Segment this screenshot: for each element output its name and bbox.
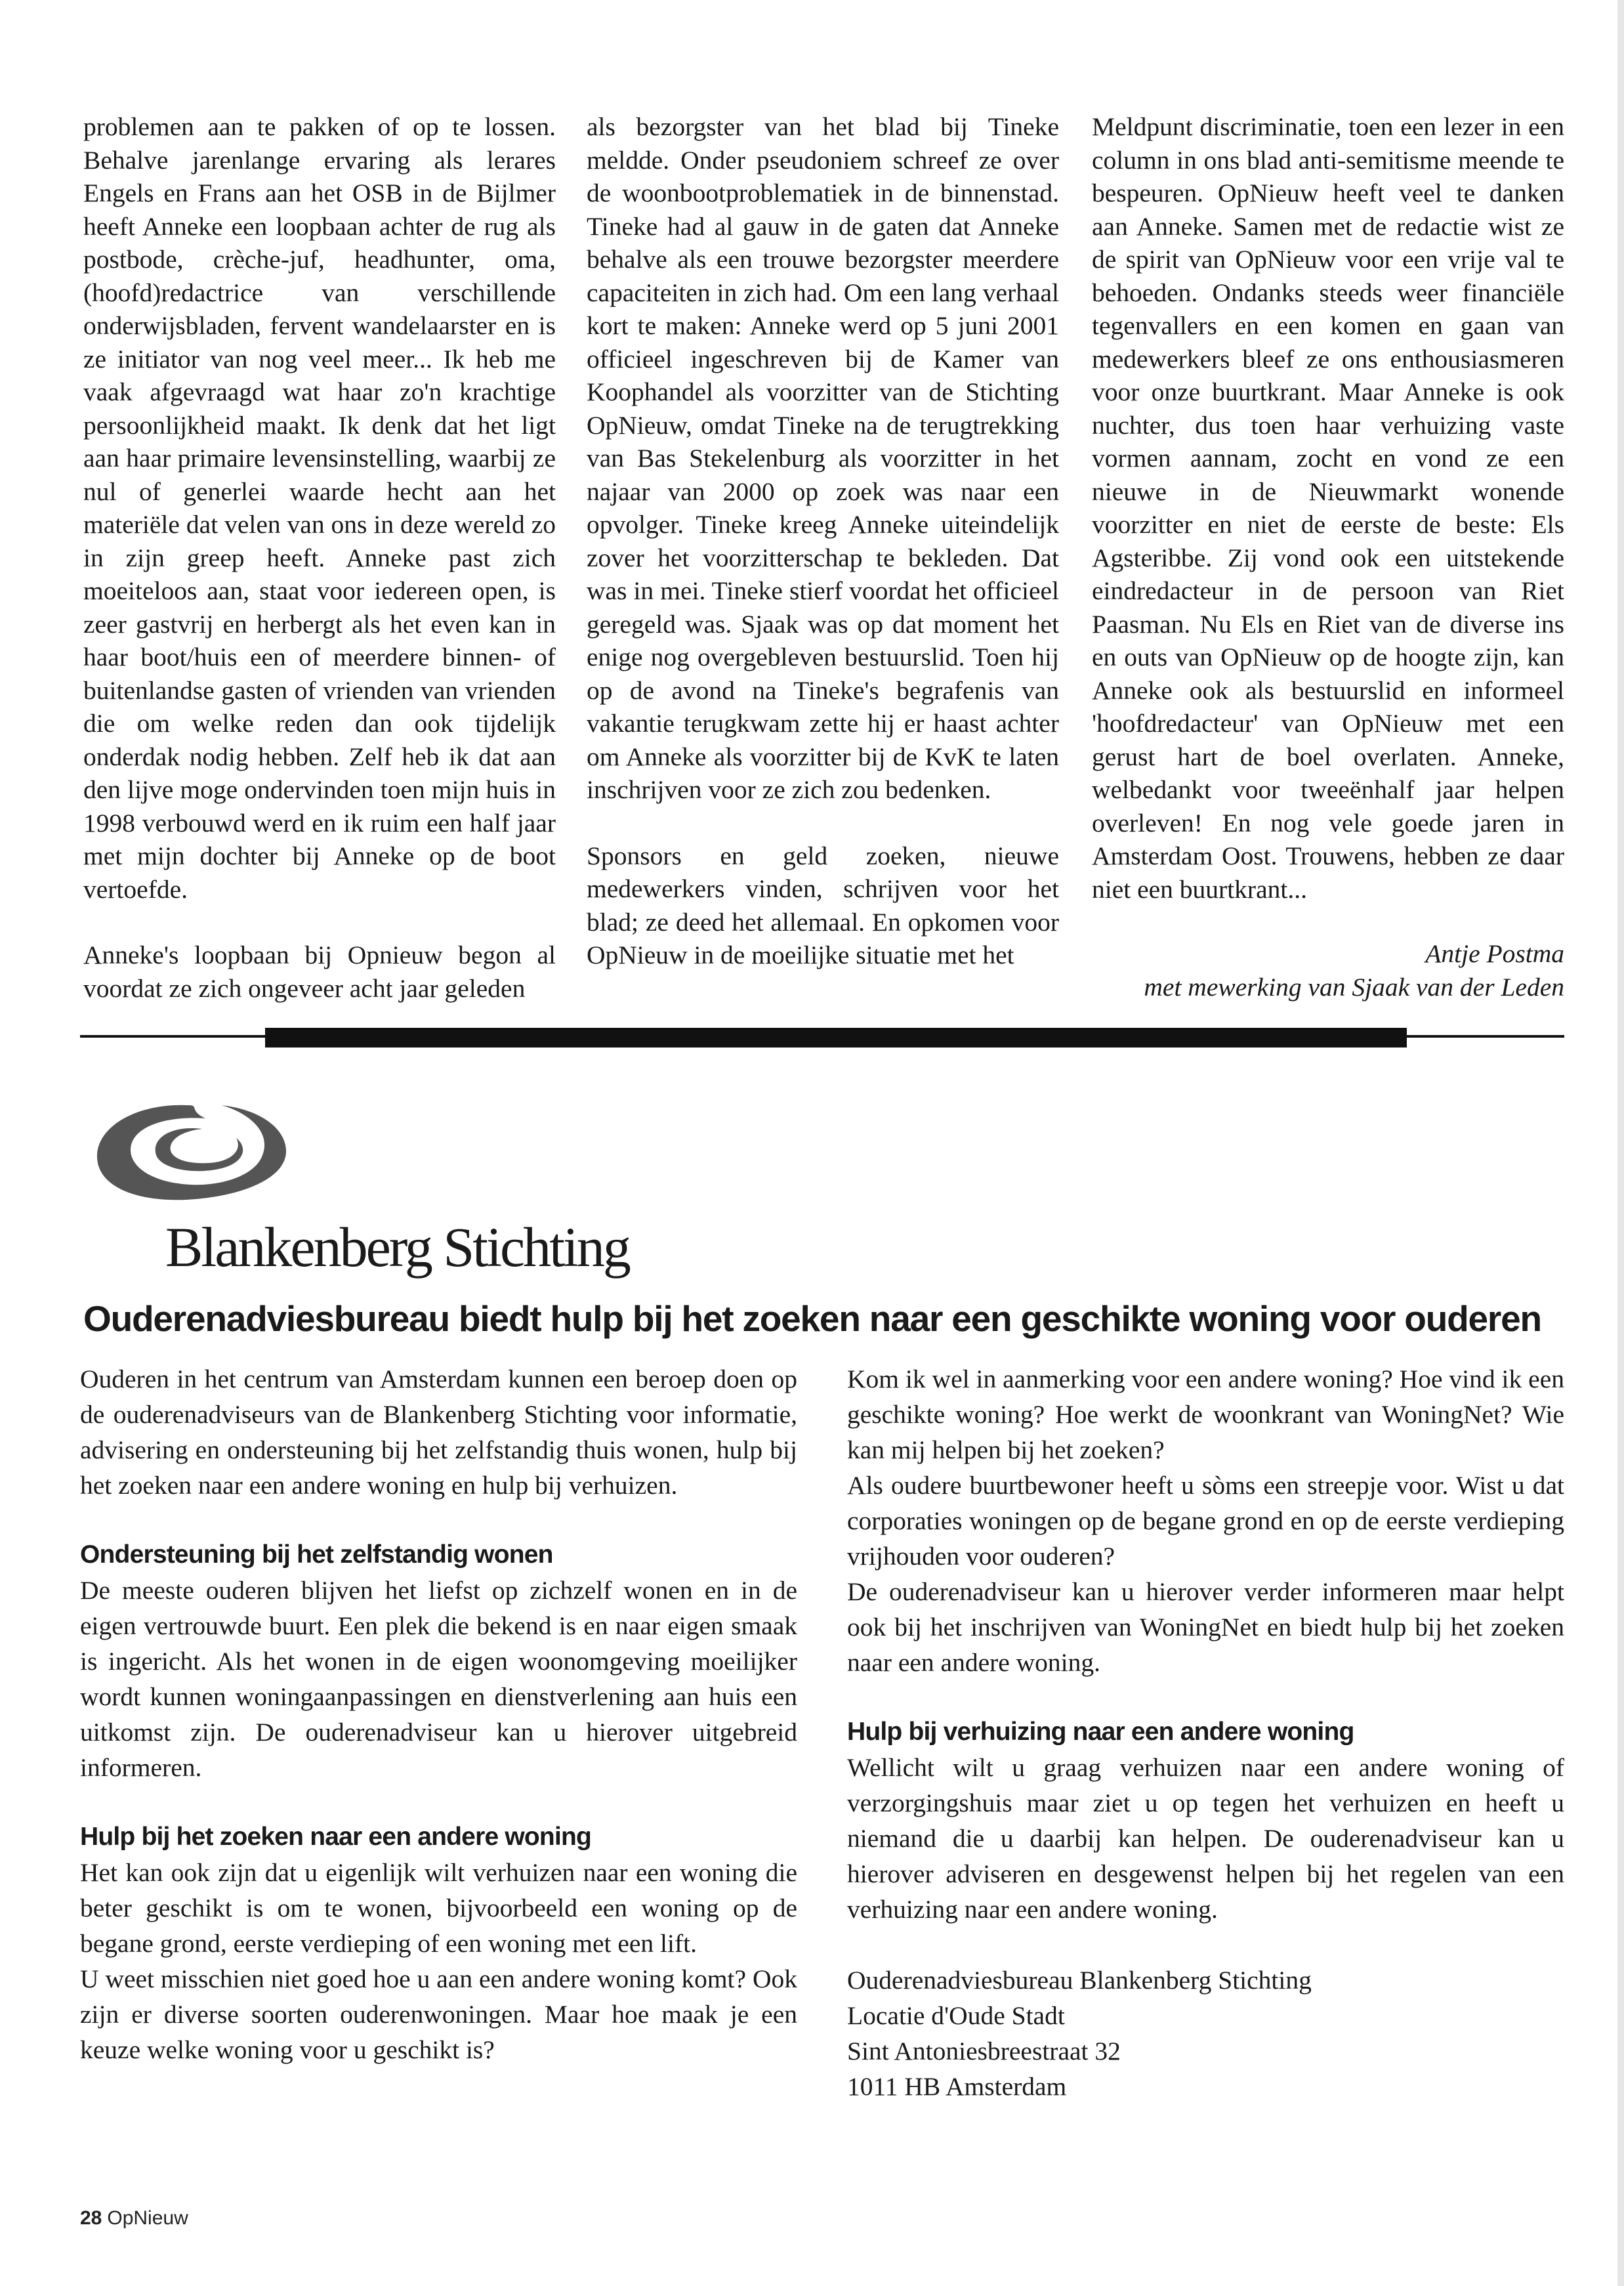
coauthor-credit: met mewerking van Sjaak van der Leden [1144,972,1564,1002]
ad-column-2 [847,1361,1564,2104]
ad-paragraph: Wellicht wilt u graag verhuizen naar een andere woning of verzorgingshuis maar ziet u op tegen het verhuizen en heeft u niemand die u daarbij kan helpen. De ouderenadviseur kan u hierover adviseren en desgewenst helpen bij het regelen van een verhuizing naar een andere woning. [847,1753,1564,1924]
article-column-1 [83,110,556,1005]
author-name: Antje Postma [1425,939,1564,968]
article-column-2 [587,110,1059,972]
address-line: 1011 HB Amsterdam [847,2072,1067,2101]
article-paragraph: Anneke's loopbaan bij Opnieuw begon al voordat ze zich ongeveer acht jaar geleden [83,941,556,1003]
article-paragraph: als bezorgster van het blad bij Tineke meldde. Onder pseudoniem schreef ze over de woonbootproblematiek in de binnenstad. Tineke had al gauw in de gaten dat Anneke behalve als een trouwe bezorgster meerdere capaciteiten in zich had. Om een lang verhaal kort te maken: Anneke werd op 5 juni 2001 officieel ingeschreven bij de Kamer van Koophandel als voorzitter van de Stichting OpNieuw, omdat Tineke na de terugtrekking van Bas Stekelenburg als voorzitter in het najaar van 2000 op zoek was naar een opvolger. Tineke kreeg Anneke uiteindelijk zover het voorzitterschap te bekleden. Dat was in mei. Tineke stierf voordat het officieel geregeld was. Sjaak was op dat moment het enige nog overgebleven bestuurslid. Toen hij op de avond na Tineke's begrafenis van vakantie terugkwam zette hij er haast achter om Anneke als voorzitter bij de KvK te laten inschrijven voor ze zich zou bedenken. [587,112,1059,804]
ad-headline: Ouderenadviesbureau biedt hulp bij het zoeken naar een geschikte woning voor ouderen [83,1298,1541,1339]
section-heading: Ondersteuning bij het zelfstandig wonen [80,1540,553,1569]
article-paragraph: Meldpunt discriminatie, toen een lezer in een column in ons blad anti-semitisme meende te bespeuren. OpNieuw heeft veel te danken aan Anneke. Samen met de redactie wist ze de spirit van OpNieuw voor een vrije val te behoeden. Ondanks steeds weer financiële tegenvallers en een komen en gaan van medewerkers bleef ze ons enthousiasmeren voor onze buurtkrant. Maar Anneke is ook nuchter, dus toen haar verhuizing vaste vormen aannam, zocht en vond ze een nieuwe in de Nieuwmarkt wonende voorzitter en niet de eerste de beste: Els Agsteribbe. Zij vond ook een uitstekende eindredacteur in de persoon van Riet Paasman. Nu Els en Riet van de diverse ins en outs van OpNieuw op de hoogte zijn, kan Anneke ook als bestuurslid en informeel 'hoofdredacteur' van OpNieuw met een gerust hart de boel overlaten. Anneke, welbedankt voor tweeënhalf jaar helpen overleven! En nog vele goede jaren in Amsterdam Oost. Trouwens, hebben ze daar niet een buurtkrant... [1092,112,1564,904]
ad-paragraph: De meeste ouderen blijven het liefst op zichzelf wonen en in de eigen vertrouwde buurt. Een plek die bekend is en naar eigen smaak is ingericht. Als het wonen in de eigen woonomgeving moeilijker wordt kunnen woningaanpassingen en dienstverlening aan huis een uitkomst zijn. De ouderenadviseur kan u hierover uitgebreid informeren. [80,1576,797,1782]
ad-column-1 [80,1361,797,2067]
address-line: Locatie d'Oude Stadt [847,2001,1065,2030]
ad-paragraph: Kom ik wel in aanmerking voor een andere woning? Hoe vind ik een geschikte woning? Hoe werkt de woonkrant van WoningNet? Wie kan mij helpen bij het zoeken? [847,1365,1564,1464]
ad-paragraph: U weet misschien niet goed hoe u aan een andere woning komt? Ook zijn er diverse soorten ouderenwoningen. Maar hoe maak je een keuze welke woning voor u geschikt is? [80,1964,797,2064]
address-line: Ouderenadviesbureau Blankenberg Stichting [847,1966,1312,1995]
article-credit [1092,937,1564,1004]
page-footer [80,2207,188,2230]
page-edge [1617,0,1624,2286]
ad-paragraph: Het kan ook zijn dat u eigenlijk wilt verhuizen naar een woning die beter geschikt is om te wonen, bijvoorbeeld een woning op de begane grond, eerste verdieping of een woning met een lift. [80,1858,797,1958]
magazine-name: OpNieuw [107,2207,188,2229]
article-paragraph: problemen aan te pakken of op te lossen. Behalve jarenlange ervaring als lerares Engels en Frans aan het OSB in de Bijlmer heeft Anneke een loopbaan achter de rug als postbode, crèche-juf, headhunter, oma, (hoofd)redactrice van verschillende onderwijsbladen, fervent wandelaarster en is ze initiator van nog veel meer... Ik heb me vaak afgevraagd wat haar zo'n krachtige persoonlijkheid maakt. Ik denk dat het ligt aan haar primaire levensinstelling, waarbij ze nul of generlei waarde hecht aan het materiële dat velen van ons in deze wereld zo in zijn greep heeft. Anneke past zich moeiteloos aan, staat voor iedereen open, is zeer gastvrij en herbergt als het even kan in haar boot/huis een of meerdere binnen- of buitenlandse gasten of vrienden van vrienden die om welke reden dan ook tijdelijk onderdak nodig hebben. Zelf heb ik dat aan den lijve moge ondervinden toen mijn huis in 1998 verbouwd werd en ik ruim een half jaar met mijn dochter bij Anneke op de boot vertoefde. [83,112,556,904]
ad-paragraph: Als oudere buurtbewoner heeft u sòms een streepje voor. Wist u dat corporaties woningen op de begane grond en op de eerste verdieping vrijhouden voor ouderen? [847,1471,1564,1571]
contact-address [847,1962,1564,2104]
divider-thick-rule [265,1028,1407,1048]
section-heading: Hulp bij het zoeken naar een andere woning [80,1823,592,1851]
section-heading: Hulp bij verhuizing naar een andere woning [847,1718,1354,1746]
article-column-3 [1092,110,1564,1004]
blankenberg-logo-icon [91,1097,294,1206]
page-number: 28 [80,2207,102,2229]
ad-paragraph: De ouderenadviseur kan u hierover verder informeren maar helpt ook bij het inschrijven van WoningNet en biedt hulp bij het zoeken naar een andere woning. [847,1577,1564,1677]
address-line: Sint Antoniesbreestraat 32 [847,2037,1121,2065]
ad-intro: Ouderen in het centrum van Amsterdam kunnen een beroep doen op de ouderenadviseurs van de Blankenberg Stichting voor informatie, advisering en ondersteuning bij het zelfstandig thuis wonen, hulp bij het zoeken naar een andere woning en hulp bij verhuizen. [80,1365,797,1500]
brand-name: Blankenberg Stichting [165,1216,629,1279]
article-paragraph: Sponsors en geld zoeken, nieuwe medewerkers vinden, schrijven voor het blad; ze deed het allemaal. En opkomen voor OpNieuw in de moeilijke situatie met het [587,841,1059,969]
